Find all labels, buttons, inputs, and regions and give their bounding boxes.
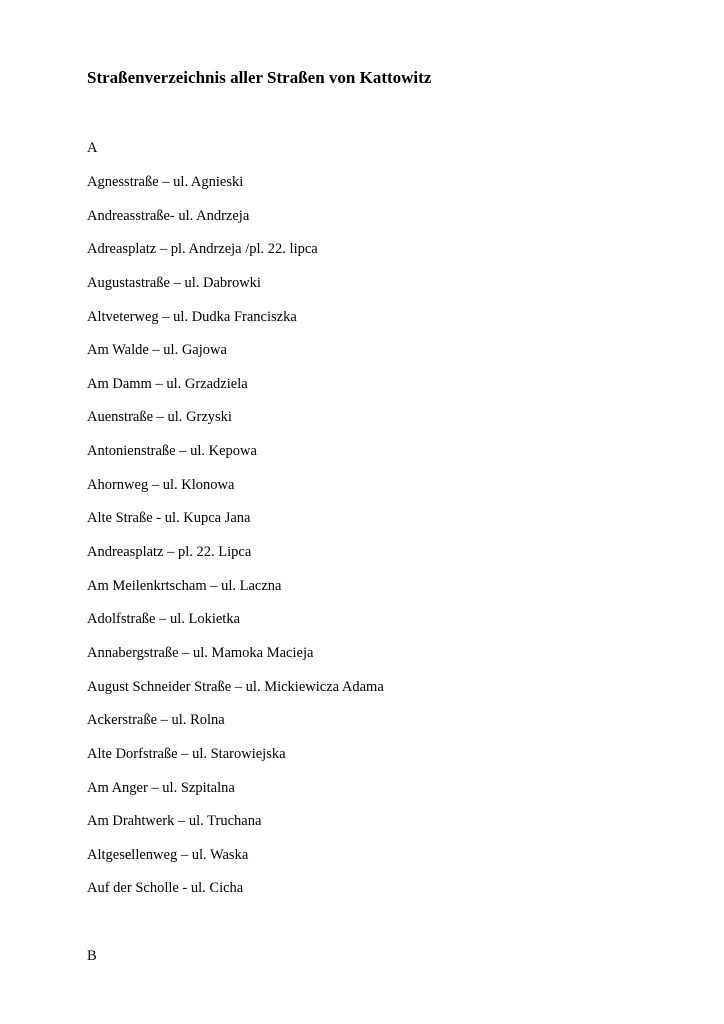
street-entry: Alte Straße - ul. Kupca Jana (87, 510, 251, 527)
page-title: Straßenverzeichnis aller Straßen von Kattowitz (87, 68, 432, 87)
section-heading-a: A (87, 140, 98, 156)
street-entry: Augustastraße – ul. Dabrowki (87, 274, 261, 291)
street-entry: Ackerstraße – ul. Rolna (87, 712, 225, 729)
street-entry: Auf der Scholle - ul. Cicha (87, 880, 244, 897)
street-entry: Andreasstraße- ul. Andrzeja (87, 207, 250, 224)
street-entry: Am Meilenkrtscham – ul. Laczna (87, 577, 282, 594)
street-entry: Altgesellenweg – ul. Waska (87, 846, 249, 863)
street-entry: Altveterweg – ul. Dudka Franciszka (87, 308, 297, 325)
street-entry: Am Drahtwerk – ul. Truchana (87, 813, 262, 830)
street-list-a (87, 173, 384, 913)
street-entry: Alte Dorfstraße – ul. Starowiejska (87, 745, 286, 762)
street-entry: Am Anger – ul. Szpitalna (87, 779, 235, 796)
street-entry: Auenstraße – ul. Grzyski (87, 409, 232, 426)
street-entry: Andreasplatz – pl. 22. Lipca (87, 544, 252, 561)
street-entry: Adreasplatz – pl. Andrzeja /pl. 22. lipca (87, 241, 318, 258)
street-entry: August Schneider Straße – ul. Mickiewicza Adama (87, 678, 384, 695)
street-entry: Ahornweg – ul. Klonowa (87, 476, 235, 493)
section-heading-b: B (87, 948, 97, 964)
street-entry: Am Damm – ul. Grzadziela (87, 375, 248, 392)
street-entry: Annabergstraße – ul. Mamoka Macieja (87, 644, 314, 661)
street-entry: Adolfstraße – ul. Lokietka (87, 611, 241, 628)
street-entry: Agnesstraße – ul. Agnieski (87, 174, 244, 190)
street-entry: Antonienstraße – ul. Kepowa (87, 443, 257, 460)
street-entry: Am Walde – ul. Gajowa (87, 342, 227, 359)
